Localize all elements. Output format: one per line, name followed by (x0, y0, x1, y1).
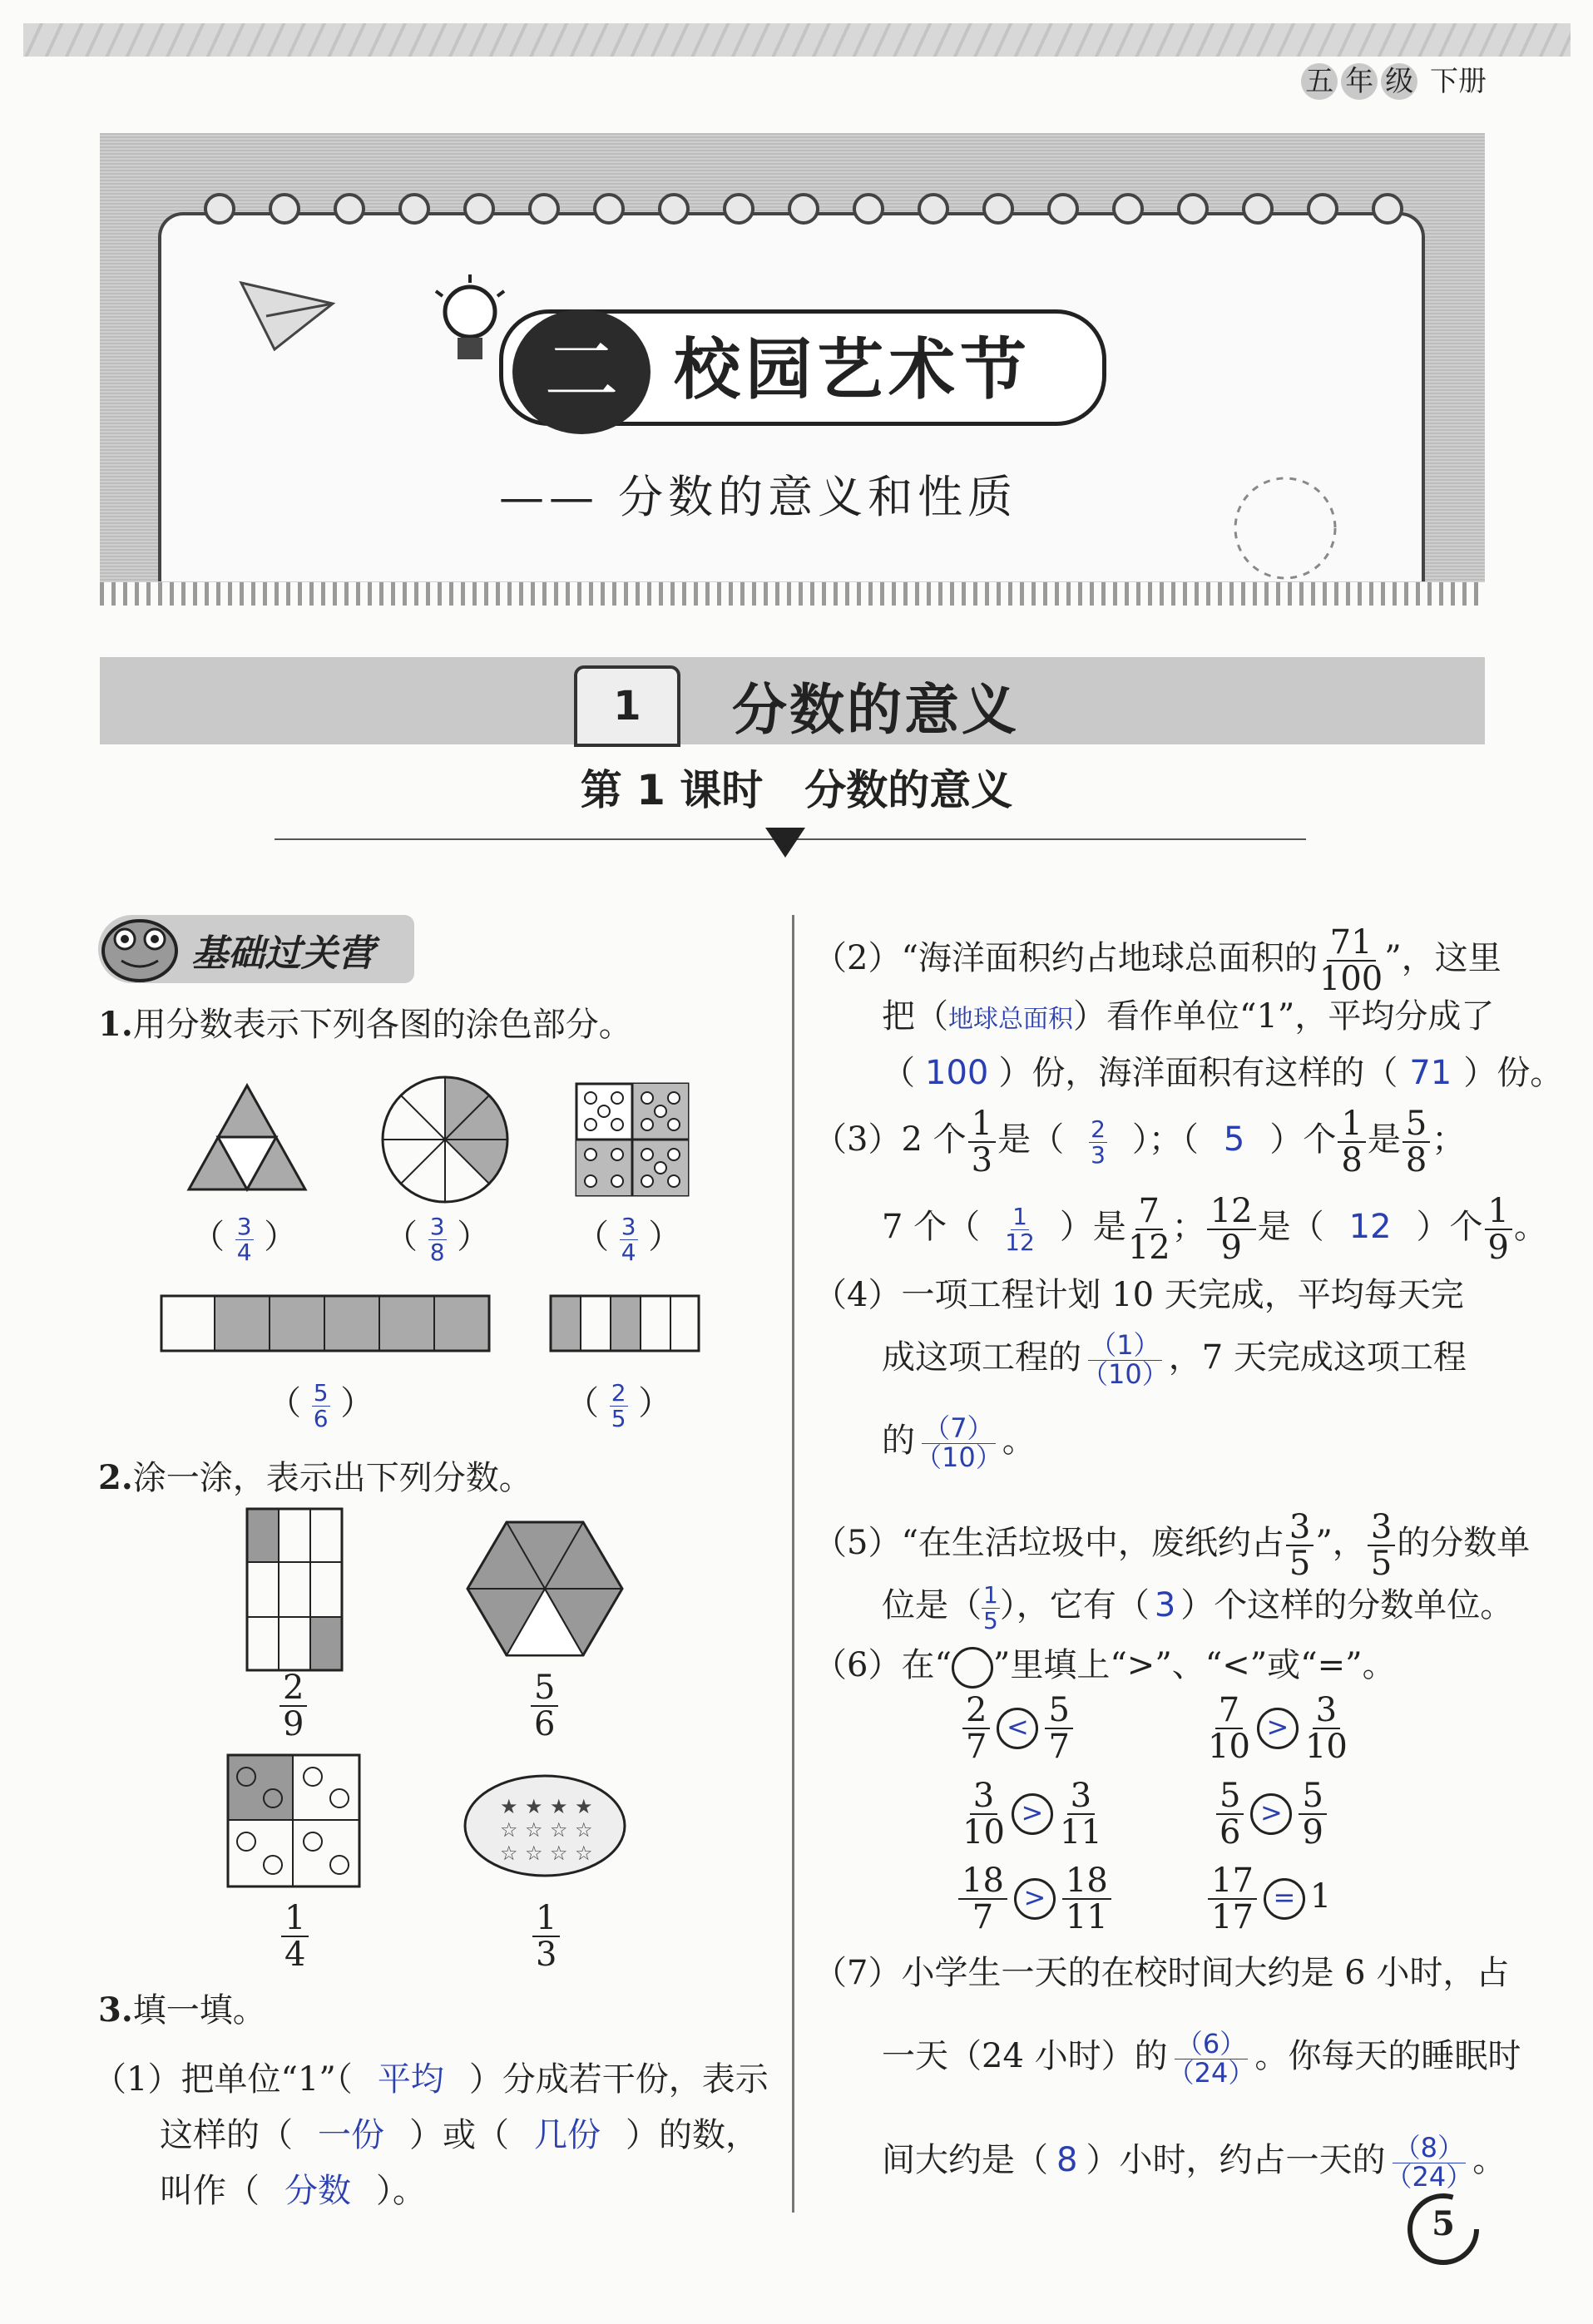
circle-figure (378, 1073, 512, 1206)
comparison-item: $\frac{3}{10}$ > $\frac{3}{11}$ (962, 1777, 1102, 1852)
ring-decoration (1047, 193, 1079, 225)
down-arrow-icon (765, 828, 805, 858)
ring-decoration (723, 193, 754, 225)
svg-text:★: ★ (550, 1795, 568, 1818)
svg-text:☆: ☆ (500, 1842, 518, 1865)
banner-tick-strip (100, 582, 1485, 606)
svg-text:☆: ☆ (500, 1818, 518, 1842)
comparison-item: $\frac{5}{6}$ > $\frac{5}{9}$ (1215, 1778, 1328, 1850)
svg-text:★: ★ (525, 1795, 543, 1818)
q3-p1-line1: （1）把单位“1”（ 平均 ）分成若干份，表示 (93, 2060, 769, 2099)
ring-decoration (463, 193, 495, 225)
ring-decoration (204, 193, 235, 225)
q3-p1-line2: 这样的（ 一份 ）或（ 几份 ）的数， (160, 2116, 759, 2154)
q1-answer-3: （ $\frac{3}{4}$ ） (576, 1213, 682, 1266)
q3-p2-line3: （ 100 ）份，海洋面积有这样的（ 71 ）份。 (882, 1054, 1564, 1092)
ring-decoration (398, 193, 430, 225)
section-title: 分数的意义 (732, 678, 1019, 742)
svg-text:☆: ☆ (575, 1842, 593, 1865)
svg-text:★: ★ (575, 1795, 593, 1818)
svg-text:☆: ☆ (550, 1842, 568, 1865)
grid-figure (245, 1507, 345, 1672)
grade-label (1301, 58, 1487, 100)
unit-title: 校园艺术节 (674, 331, 1031, 408)
badge-label: 基础过关营 (191, 932, 374, 975)
question-number: 2. (98, 1458, 133, 1497)
q1-answer-5: （ $\frac{2}{5}$ ） (566, 1379, 672, 1432)
lesson-title: 第 1 课时 分数的意义 (580, 766, 1013, 814)
triangle-figure (185, 1081, 309, 1194)
five-part-bar-figure (549, 1293, 700, 1353)
ring-decoration (528, 193, 560, 225)
circle-icon (952, 1647, 993, 1689)
q3-p2-line2: 把（地球总面积）看作单位“1”，平均分成了 (882, 997, 1495, 1036)
q3-p7-line3: 间大约是（ 8 ）小时，约占一天的 $\frac{(8)}{(24)}$ 。 (882, 2131, 1506, 2193)
paper-plane-icon (233, 266, 341, 358)
svg-text:☆: ☆ (550, 1818, 568, 1842)
ring-decoration (269, 193, 300, 225)
q3-p5-line1: （5）“在生活垃圾中，废纸约占 $\frac{3}{5}$ ”， $\frac{3}{5}$ 的分数单 (814, 1508, 1531, 1583)
section-number: 1 (574, 665, 680, 747)
hexagon-figure (462, 1514, 628, 1664)
question-number: 1. (98, 1005, 133, 1044)
question-number: 3. (98, 1990, 133, 2030)
ring-decoration (1177, 193, 1209, 225)
grade-char: 五 (1301, 63, 1338, 100)
ring-decoration (593, 193, 625, 225)
ring-decoration (1242, 193, 1274, 225)
column-divider (792, 915, 794, 2213)
ring-decoration (918, 193, 949, 225)
svg-text:★: ★ (500, 1795, 518, 1818)
q2-fraction-1: $\frac{2}{9}$ (278, 1670, 309, 1742)
comparison-item: $\frac{17}{17}$ = 1 (1206, 1863, 1331, 1935)
six-part-bar-figure (160, 1293, 491, 1353)
dot-square-figure (574, 1081, 690, 1198)
svg-text:☆: ☆ (575, 1818, 593, 1842)
q1-answer-1: （ $\frac{3}{4}$ ） (191, 1213, 298, 1266)
question-text: 填一填。 (132, 1991, 266, 2030)
header-strip (23, 23, 1571, 57)
svg-text:☆: ☆ (525, 1842, 543, 1865)
q1-title (98, 998, 632, 1046)
svg-text:☆: ☆ (525, 1818, 543, 1842)
question-text: 用分数表示下列各图的涂色部分。 (132, 1006, 632, 1044)
q3-p1-line3: 叫作（ 分数 ）。 (160, 2172, 426, 2210)
q3-p4-line3: 的 $\frac{(7)}{(10)}$ 。 (882, 1412, 1036, 1473)
q3-p5-line2: 位是（ $\frac{1}{5}$ ），它有（ 3 ）个这样的分数单位。 (882, 1581, 1514, 1634)
ring-decoration (853, 193, 884, 225)
ring-decoration (1372, 193, 1403, 225)
q3-p3-line1: （3）2 个 $\frac{1}{3}$ 是（ $\frac{2}{3}$ ）；（ 5 ）个 $\frac{1}{8}$ 是 $\frac{5}{8}$ ； (814, 1105, 1466, 1179)
comparison-item: $\frac{2}{7}$ < $\frac{5}{7}$ (961, 1693, 1075, 1764)
ring-decoration (982, 193, 1014, 225)
star-oval-figure (462, 1772, 628, 1880)
comparison-item: $\frac{18}{7}$ > $\frac{18}{11}$ (957, 1863, 1113, 1935)
ring-decoration (1112, 193, 1144, 225)
q1-answer-2: （ $\frac{3}{8}$ ） (384, 1213, 491, 1266)
frog-icon (98, 911, 181, 986)
comparison-item: $\frac{7}{10}$ > $\frac{3}{10}$ (1208, 1691, 1348, 1766)
q3-p6-line1: （6）在“ ”里填上“>”、“<”或“=”。 (814, 1639, 1396, 1689)
q3-p7-line2: 一天（24 小时）的 $\frac{(6)}{(24)}$ 。你每天的睡眠时 (882, 2027, 1521, 2089)
q3-p7-line1: （7）小学生一天的在校时间大约是 6 小时，占 (814, 1954, 1510, 1992)
page-number: 5 (1432, 2204, 1455, 2243)
q1-answer-4: （ $\frac{5}{6}$ ） (268, 1379, 374, 1432)
q2-fraction-3: $\frac{1}{4}$ (280, 1901, 310, 1972)
ring-decoration (658, 193, 690, 225)
q2-fraction-4: $\frac{1}{3}$ (531, 1901, 562, 1972)
q3-p2-line1: （2）“海洋面积约占地球总面积的 $\frac{71}{100}$ ”，这里 (814, 923, 1501, 998)
lightbulb-icon (433, 274, 507, 374)
grade-char: 级 (1381, 63, 1417, 100)
unit-subtitle: —— 分数的意义和性质 (499, 471, 1018, 523)
unit-number: 二 (512, 309, 651, 434)
q3-p4-line1: （4）一项工程计划 10 天完成，平均每天完 (814, 1276, 1464, 1314)
volume-label: 下册 (1430, 65, 1487, 98)
apple-square-figure (226, 1753, 361, 1888)
grade-char: 年 (1341, 63, 1378, 100)
q2-fraction-2: $\frac{5}{6}$ (529, 1670, 560, 1742)
dashed-circle-decoration (1223, 466, 1348, 582)
ring-decoration (788, 193, 819, 225)
q2-title (98, 1451, 532, 1499)
ring-decoration (1307, 193, 1338, 225)
q3-p4-line2: 成这项工程的 $\frac{(1)}{(10)}$ ，7 天完成这项工程 (882, 1328, 1467, 1390)
q3-p3-line2: 7 个（ $\frac{1}{12}$ ）是 $\frac{7}{12}$ ； $\frac{12}{9}$ 是（ 12 ）个 $\frac{1}{9}$ 。 (882, 1192, 1547, 1267)
q3-title (98, 1984, 266, 2031)
question-text: 涂一涂，表示出下列分数。 (132, 1459, 532, 1497)
ring-decoration (334, 193, 365, 225)
